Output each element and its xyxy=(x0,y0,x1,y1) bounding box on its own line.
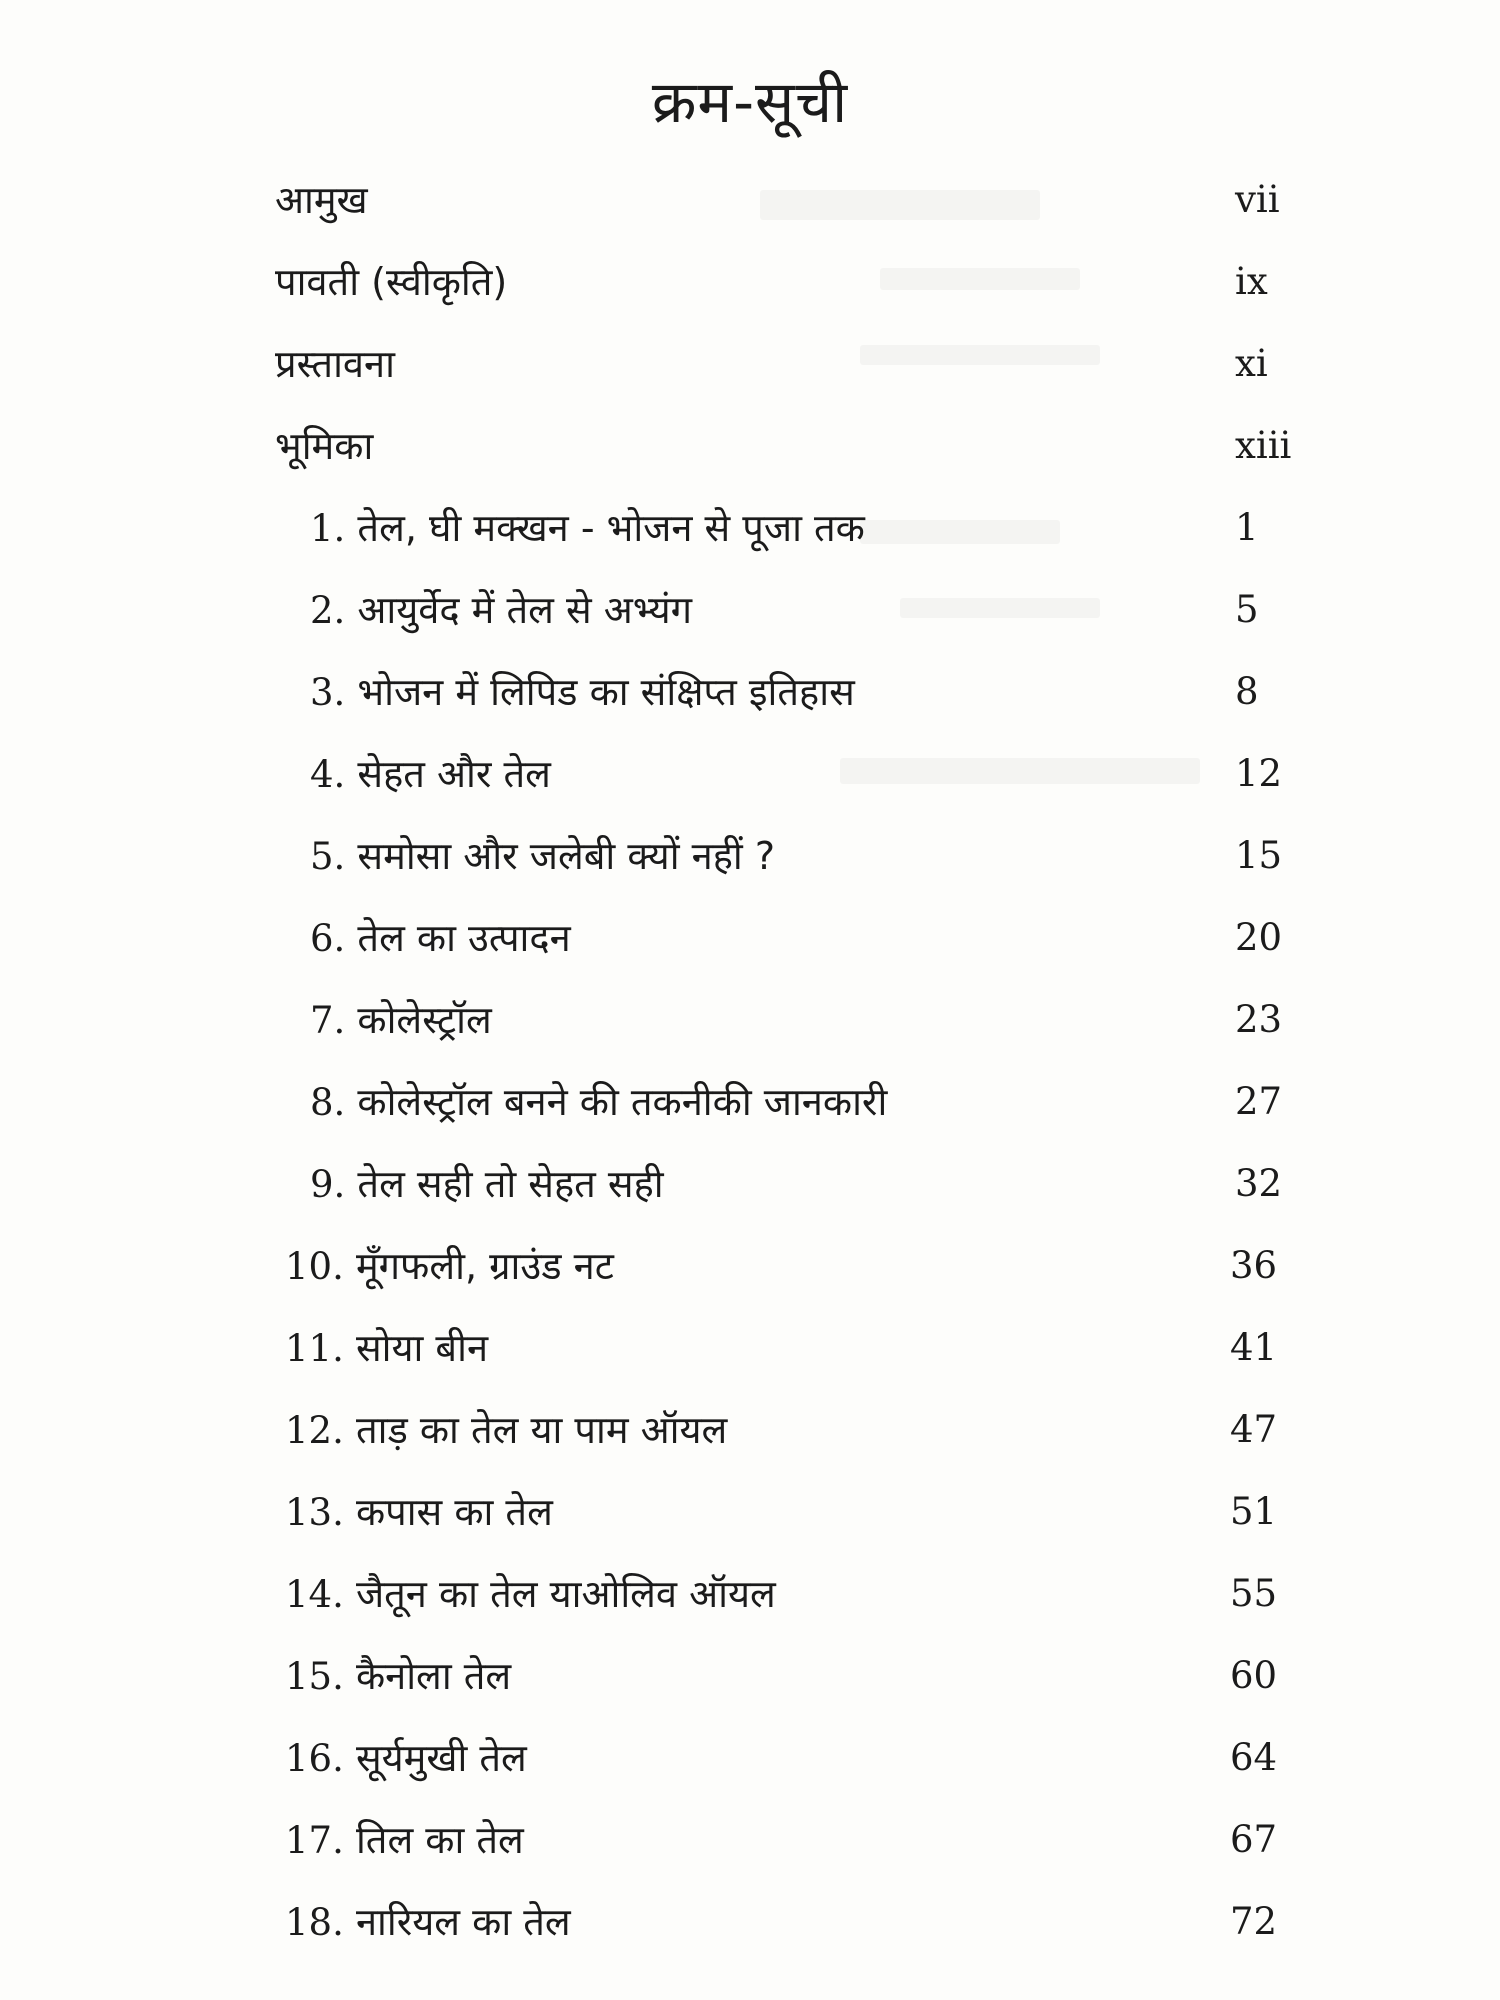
chapter-title: कैनोला तेल xyxy=(355,1654,512,1698)
chapter-title: भोजन में लिपिड का संक्षिप्त इतिहास xyxy=(357,670,855,714)
toc-row-chapter-4[interactable] xyxy=(310,744,1310,804)
chapter-title: मूँगफली, ग्राउंड नट xyxy=(355,1244,614,1288)
chapter-number: 13. xyxy=(285,1491,344,1534)
chapter-number: 17. xyxy=(285,1819,344,1862)
toc-entry-label: आमुख xyxy=(275,178,368,222)
chapter-title: सेहत और तेल xyxy=(357,752,551,796)
chapter-number: 18. xyxy=(285,1901,344,1944)
chapter-title: कोलेस्ट्रॉल xyxy=(357,998,492,1042)
toc-row-chapter-9[interactable] xyxy=(310,1154,1310,1214)
toc-entry-label: भूमिका xyxy=(275,424,374,468)
chapter-number: 4. xyxy=(310,753,346,796)
toc-row-acknowledgement[interactable] xyxy=(275,252,1315,312)
toc-page-number: xiii xyxy=(1235,424,1292,467)
toc-row-chapter-2[interactable] xyxy=(310,580,1310,640)
toc-page-number: 12 xyxy=(1235,752,1283,795)
toc-entry-label: पावती (स्वीकृति) xyxy=(275,260,508,304)
chapter-number: 12. xyxy=(285,1409,344,1452)
toc-row-chapter-7[interactable] xyxy=(310,990,1310,1050)
chapter-title: समोसा और जलेबी क्यों नहीं ? xyxy=(357,834,775,878)
chapter-title: तिल का तेल xyxy=(355,1818,524,1862)
chapter-title: कपास का तेल xyxy=(355,1490,553,1534)
toc-page-number: 5 xyxy=(1235,588,1259,631)
toc-page-number: 20 xyxy=(1235,916,1283,959)
chapter-number: 9. xyxy=(310,1163,346,1206)
toc-page-number: 41 xyxy=(1230,1326,1278,1369)
toc-row-chapter-12[interactable] xyxy=(285,1400,1310,1460)
toc-row-chapter-1[interactable] xyxy=(310,498,1310,558)
toc-page-number: 60 xyxy=(1230,1654,1278,1697)
toc-row-chapter-10[interactable] xyxy=(285,1236,1310,1296)
chapter-title: तेल सही तो सेहत सही xyxy=(357,1162,664,1206)
toc-row-chapter-5[interactable] xyxy=(310,826,1310,886)
toc-page-number: 55 xyxy=(1230,1572,1278,1615)
toc-page-number: 47 xyxy=(1230,1408,1278,1451)
chapter-title: सूर्यमुखी तेल xyxy=(355,1736,527,1780)
toc-page-number: 1 xyxy=(1235,506,1259,549)
chapter-number: 8. xyxy=(310,1081,346,1124)
toc-page-number: 64 xyxy=(1230,1736,1278,1779)
chapter-title: तेल का उत्पादन xyxy=(357,916,571,960)
chapter-number: 7. xyxy=(310,999,346,1042)
toc-page-number: 72 xyxy=(1230,1900,1278,1943)
toc-entry-label: प्रस्तावना xyxy=(275,342,395,386)
chapter-title: तेल, घी मक्खन - भोजन से पूजा तक xyxy=(357,506,865,550)
chapter-title: आयुर्वेद में तेल से अभ्यंग xyxy=(357,588,693,632)
toc-page-number: 8 xyxy=(1235,670,1259,713)
toc-row-chapter-15[interactable] xyxy=(285,1646,1310,1706)
toc-page-number: 67 xyxy=(1230,1818,1278,1861)
toc-page-number: 23 xyxy=(1235,998,1283,1041)
toc-row-chapter-16[interactable] xyxy=(285,1728,1310,1788)
toc-row-chapter-6[interactable] xyxy=(310,908,1310,968)
toc-row-chapter-17[interactable] xyxy=(285,1810,1310,1870)
toc-row-chapter-8[interactable] xyxy=(310,1072,1310,1132)
toc-row-chapter-11[interactable] xyxy=(285,1318,1310,1378)
page-title: क्रम-सूची xyxy=(651,68,849,136)
chapter-number: 6. xyxy=(310,917,346,960)
toc-page-number: ix xyxy=(1235,260,1268,303)
toc-page-number: 36 xyxy=(1230,1244,1278,1287)
toc-row-introduction[interactable] xyxy=(275,416,1315,476)
chapter-title: जैतून का तेल याओलिव ऑयल xyxy=(355,1572,776,1616)
toc-page-number: 51 xyxy=(1230,1490,1278,1533)
chapter-number: 14. xyxy=(285,1573,344,1616)
chapter-number: 3. xyxy=(310,671,346,714)
toc-page-number: 15 xyxy=(1235,834,1283,877)
toc-row-chapter-3[interactable] xyxy=(310,662,1310,722)
toc-page-number: 27 xyxy=(1235,1080,1283,1123)
chapter-number: 10. xyxy=(285,1245,344,1288)
chapter-number: 16. xyxy=(285,1737,344,1780)
chapter-title: नारियल का तेल xyxy=(355,1900,571,1944)
chapter-number: 1. xyxy=(310,507,346,550)
chapter-title: कोलेस्ट्रॉल बनने की तकनीकी जानकारी xyxy=(357,1080,888,1124)
toc-row-chapter-13[interactable] xyxy=(285,1482,1310,1542)
chapter-number: 2. xyxy=(310,589,346,632)
chapter-number: 15. xyxy=(285,1655,344,1698)
toc-row-chapter-14[interactable] xyxy=(285,1564,1310,1624)
toc-row-preface[interactable] xyxy=(275,334,1315,394)
chapter-title: ताड़ का तेल या पाम ऑयल xyxy=(355,1408,728,1452)
toc-page-number: vii xyxy=(1235,178,1280,221)
chapter-number: 11. xyxy=(285,1327,344,1370)
toc-row-foreword[interactable] xyxy=(275,170,1315,230)
chapter-number: 5. xyxy=(310,835,346,878)
chapter-title: सोया बीन xyxy=(355,1326,489,1370)
toc-row-chapter-18[interactable] xyxy=(285,1892,1310,1952)
toc-page-number: 32 xyxy=(1235,1162,1283,1205)
toc-page-number: xi xyxy=(1235,342,1268,385)
